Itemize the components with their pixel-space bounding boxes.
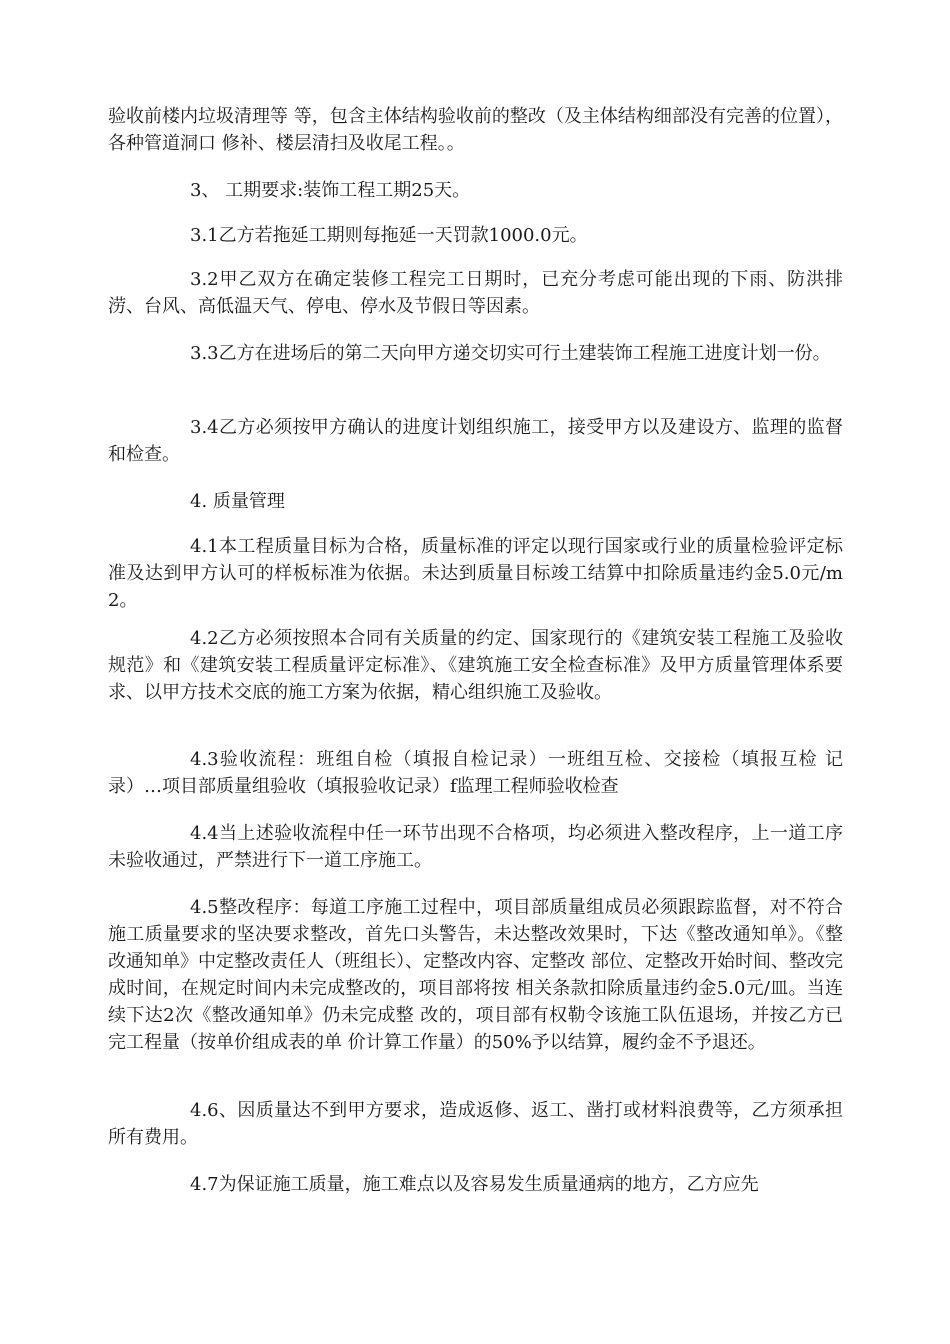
paragraph-4-4: 4.4当上述验收流程中任一环节出现不合格项，均必须进入整改程序，上一道工序未验收通过，严禁进行下一道工序施工。 [108,823,843,871]
paragraph-continuation: 验收前楼内垃圾清理等 等，包含主体结构验收前的整改（及主体结构细部没有完善的位置），各种管道洞口 修补、楼层清扫及收尾工程。。 [108,106,843,154]
paragraph-4-3: 4.3验收流程：班组自检（填报自检记录）一班组互检、交接检（填报互检 记录）…项目部质量组验收（填报验收记录）f监理工程师验收检查 [108,749,843,797]
paragraph-4-2: 4.2乙方必须按照本合同有关质量的约定、国家现行的《建筑安装工程施工及验收规范》和《建筑安装工程质量评定标准》、《建筑施工安全检查标准》及甲方质量管理体系要求、以甲方技术交底的施工方案为依据，精心组织施工及验收。 [108,628,843,703]
paragraph-4-7: 4.7为保证施工质量，施工难点以及容易发生质量通病的地方，乙方应先 [190,1174,759,1195]
paragraph-3-2: 3.2甲乙双方在确定装修工程完工日期时，已充分考虑可能出现的下雨、防洪排涝、台风、高低温天气、停电、停水及节假日等因素。 [108,269,843,317]
paragraph-3: 3、 工期要求:装饰工程工期25天。 [190,180,471,201]
paragraph-4-5: 4.5整改程序：每道工序施工过程中，项目部质量组成员必须跟踪监督，对不符合施工质量要求的坚决要求整改，首先口头警告，未达整改效果时，下达《整改通知单》。《整改通知单》中定整改责任人（班组长）、定整改内容、定整改 部位、定整改开始时间、整改完成时间，在规定时间内未完成整改的，项目部将按 相关条款扣除质量违约金5.0元/皿。当连续下达2次《整改通知单》仍未完成整 改的，项目部有权勒令该施工队伍退场，并按乙方已完工程量（按单价组成表的单 价计算工作量）的50%予以结算，履约金不予退还。 [108,897,843,1053]
paragraph-3-1: 3.1乙方若拖延工期则每拖延一天罚款1000.0元。 [190,225,588,246]
paragraph-4-6: 4.6、因质量达不到甲方要求，造成返修、返工、凿打或材料浪费等，乙方须承担所有费用。 [108,1100,843,1148]
paragraph-3-4: 3.4乙方必须按甲方确认的进度计划组织施工，接受甲方以及建设方、监理的监督和检查。 [108,417,843,465]
paragraph-4-1: 4.1本工程质量目标为合格，质量标准的评定以现行国家或行业的质量检验评定标准及达到甲方认可的样板标准为依据。未达到质量目标竣工结算中扣除质量违约金5.0元/m2。 [108,536,843,611]
section-heading-4: 4. 质量管理 [190,491,285,512]
paragraph-3-3: 3.3乙方在进场后的第二天向甲方递交切实可行土建装饰工程施工进度计划一份。 [190,343,831,364]
